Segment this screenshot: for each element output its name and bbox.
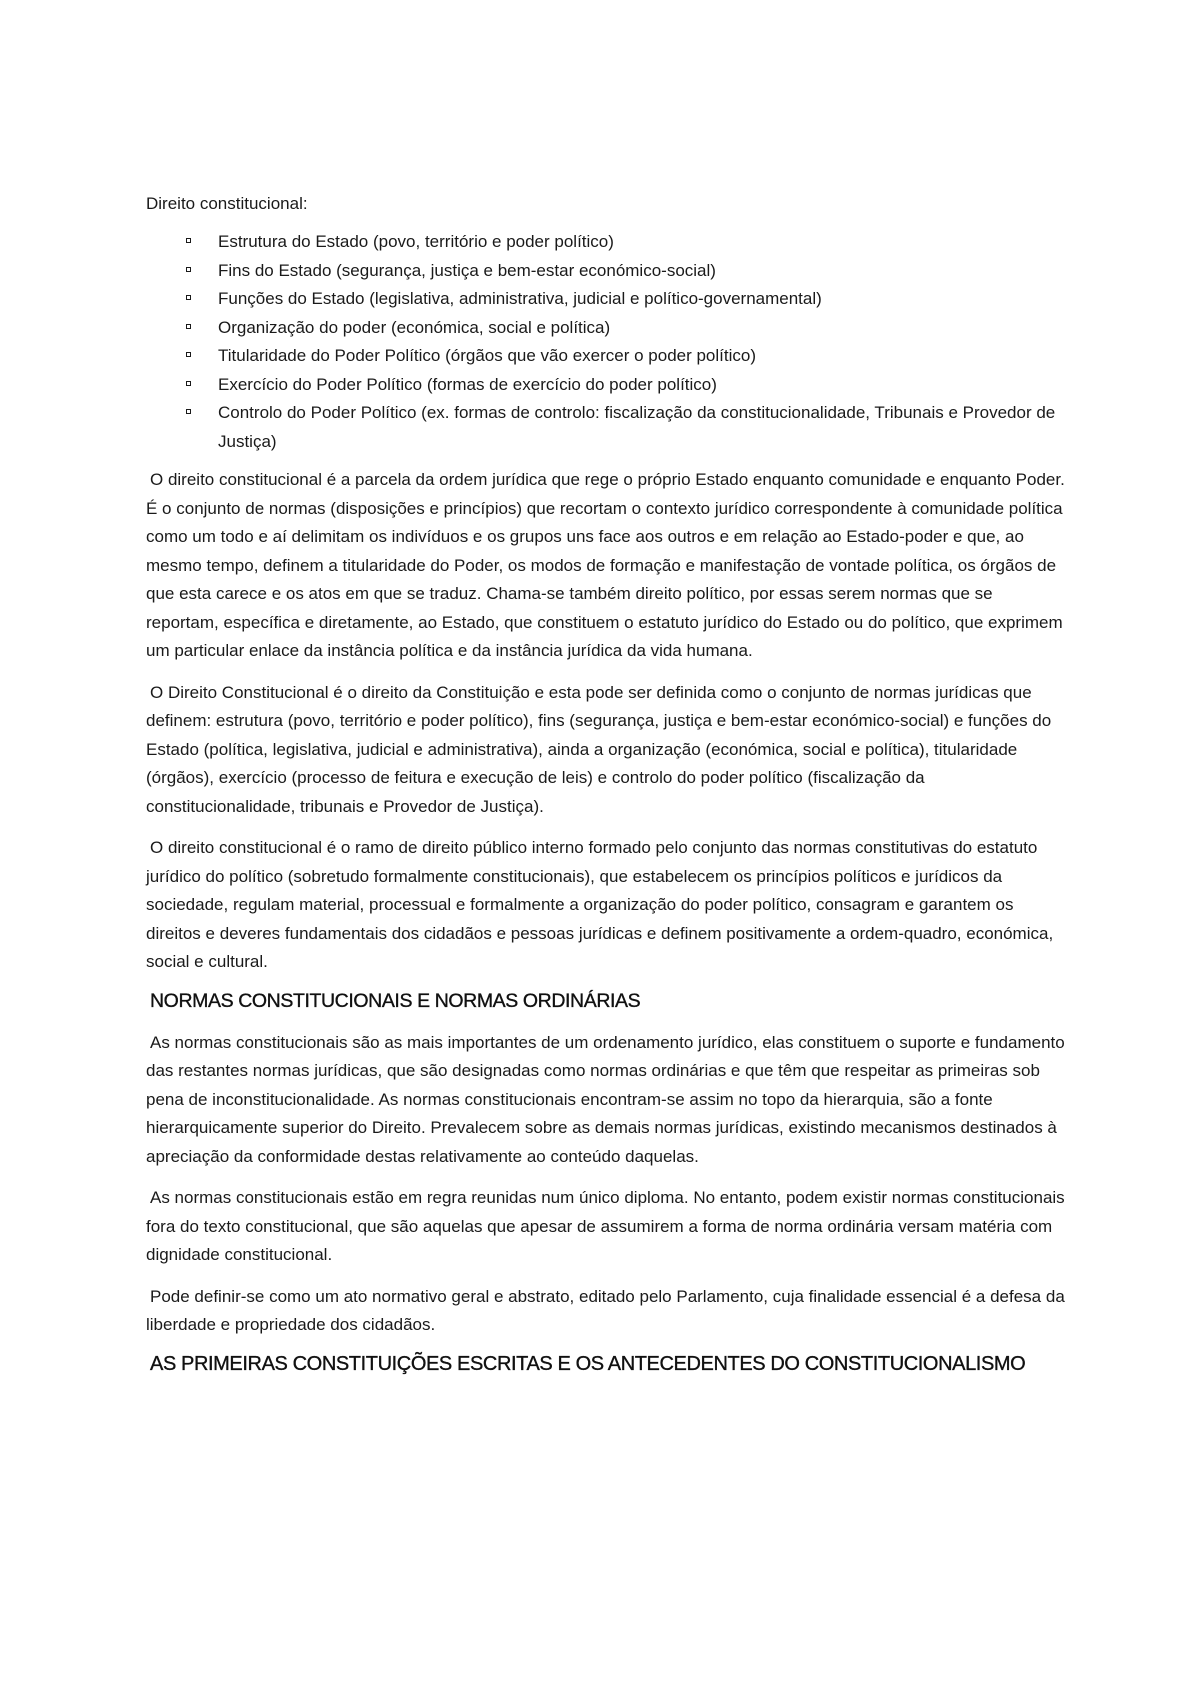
paragraph: Pode definir-se como um ato normativo geral e abstrato, editado pelo Parlamento, cuja finalidade essencial é a defesa da liberdade e propriedade dos cidadãos. — [146, 1286, 1065, 1334]
list-item — [146, 371, 1066, 400]
list-item-text: Titularidade do Poder Político (órgãos que vão exercer o poder político) — [218, 346, 757, 365]
list-item-text: Estrutura do Estado (povo, território e poder político) — [218, 232, 614, 251]
square-bullet-icon — [186, 238, 191, 243]
list-item — [146, 314, 1066, 343]
section-heading: NORMAS CONSTITUCIONAIS E NORMAS ORDINÁRIAS — [150, 989, 641, 1012]
list-item-text: Fins do Estado (segurança, justiça e bem-estar económico-social) — [218, 260, 716, 280]
list-item-text: Controlo do Poder Político (ex. formas de controlo: fiscalização da constitucionalidade, Tribunais e Provedor de Justiça) — [218, 403, 1056, 451]
square-bullet-icon — [186, 352, 191, 357]
list-item — [146, 399, 1066, 456]
paragraph: As normas constitucionais estão em regra reunidas num único diploma. No entanto, podem existir normas constitucionais fora do texto constitucional, que são aquelas que apesar de assumirem a forma de norma ordinária versam matéria com dignidade constitucional. — [146, 1188, 1065, 1264]
paragraph: O direito constitucional é o ramo de direito público interno formado pelo conjunto das normas constitutivas do estatuto jurídico do político (sobretudo formalmente constitucionais), que estabelecem os princípios políticos e jurídicos da sociedade, regulam material, processual e formalmente a organização do poder político, consagram e garantem os direitos e deveres fundamentais dos cidadãos e pessoas jurídicas e definem positivamente a ordem-quadro, económica, social e cultural. — [146, 838, 1054, 971]
square-bullet-icon — [186, 295, 191, 300]
list-item-text: Organização do poder (económica, social e política) — [218, 317, 611, 337]
list-item — [146, 228, 1066, 257]
list-item — [146, 257, 1066, 286]
square-bullet-icon — [186, 409, 191, 414]
list-item — [146, 342, 1066, 371]
square-bullet-icon — [186, 324, 191, 329]
topics-list — [146, 228, 1066, 456]
square-bullet-icon — [186, 381, 191, 386]
paragraph: O direito constitucional é a parcela da ordem jurídica que rege o próprio Estado enquanto comunidade e enquanto Poder. É o conjunto de normas (disposições e princípios) que recortam o contexto jurídico correspondente à comunidade política como um todo e aí delimitam os indivíduos e os grupos uns face aos outros e em relação ao Estado-poder e que, ao mesmo tempo, definem a titularidade do Poder, os modos de formação e manifestação de vontade política, os órgãos de que esta carece e os atos em que se traduz. Chama-se também direito político, por essas serem normas que se reportam, específica e diretamente, ao Estado, que constituem o estatuto jurídico do Estado ou do político, que exprimem um particular enlace da instância política e da instância jurídica da vida humana. — [146, 470, 1065, 660]
paragraph: O Direito Constitucional é o direito da Constituição e esta pode ser definida como o conjunto de normas jurídicas que definem: estrutura (povo, território e poder político), fins (segurança, justiça e bem-estar económico-social) e funções do Estado (política, legislativa, judicial e administrativa), ainda a organização (económica, social e política), titularidade (órgãos), exercício (processo de feitura e execução de leis) e controlo do poder político (fiscalização da constitucionalidade, tribunais e Provedor de Justiça). — [146, 682, 1052, 816]
list-item-text: Funções do Estado (legislativa, administrativa, judicial e político-governamental) — [218, 289, 822, 308]
square-bullet-icon — [186, 267, 191, 272]
list-item-text: Exercício do Poder Político (formas de exercício do poder político) — [218, 374, 717, 394]
document-page — [146, 190, 1066, 1392]
document-title: Direito constitucional: — [146, 194, 308, 213]
list-item — [146, 285, 1066, 314]
section-heading: AS PRIMEIRAS CONSTITUIÇÕES ESCRITAS E OS ANTECEDENTES DO CONSTITUCIONALISMO — [150, 1352, 1026, 1375]
paragraph: As normas constitucionais são as mais importantes de um ordenamento jurídico, elas constituem o suporte e fundamento das restantes normas jurídicas, que são designadas como normas ordinárias e que têm que respeitar as primeiras sob pena de inconstitucionalidade. As normas constitucionais encontram-se assim no topo da hierarquia, são a fonte hierarquicamente superior do Direito. Prevalecem sobre as demais normas jurídicas, existindo mecanismos destinados à apreciação da conformidade destas relativamente ao conteúdo daquelas. — [146, 1032, 1065, 1166]
